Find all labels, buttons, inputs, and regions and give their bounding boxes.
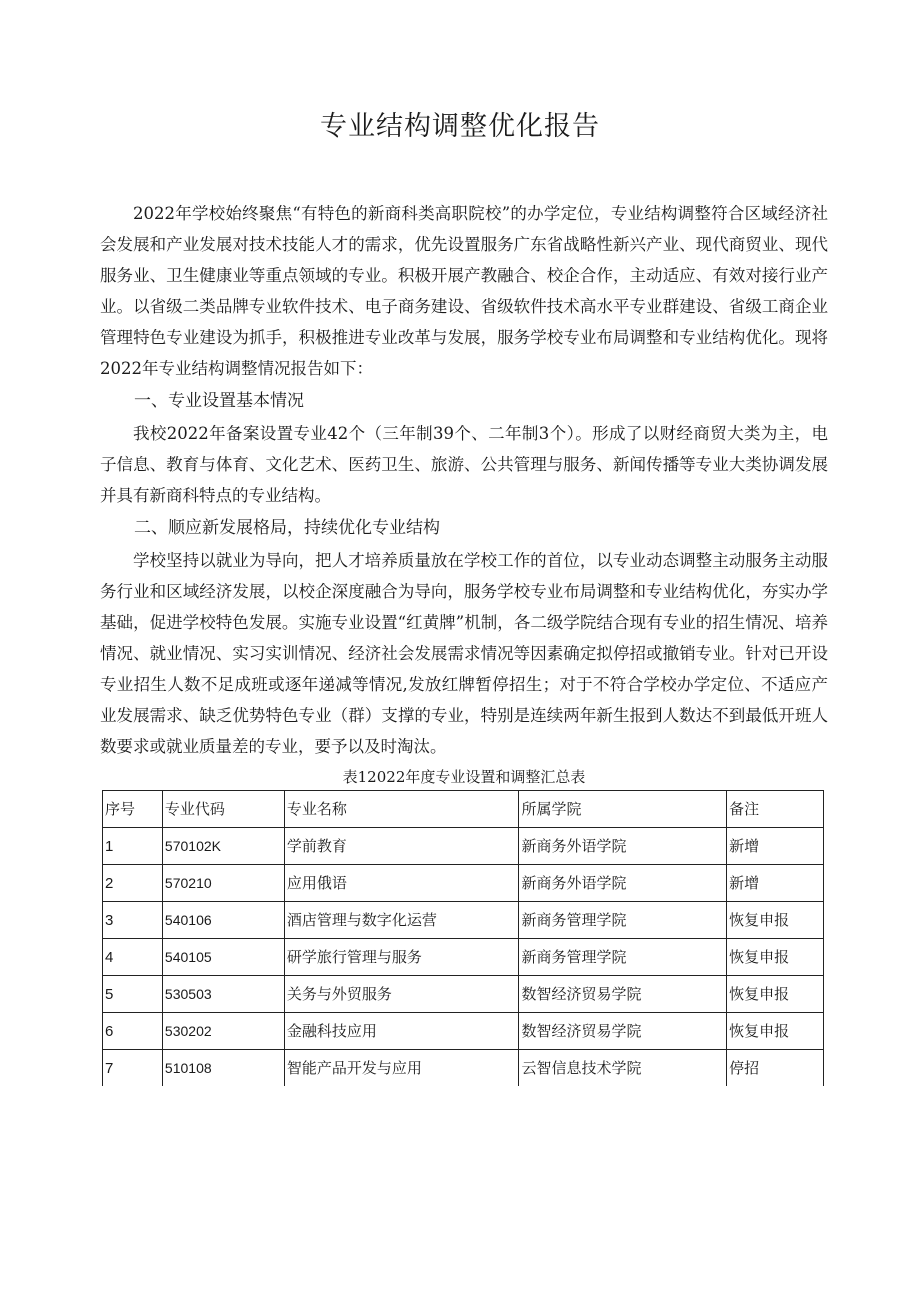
cell-remark: 停招 [727, 1050, 824, 1087]
cell-seq: 1 [103, 828, 163, 865]
cell-major-name: 金融科技应用 [284, 1013, 519, 1050]
intro-paragraph: 2022年学校始终聚焦“有特色的新商科类高职院校”的办学定位，专业结构调整符合区域经济社会发展和产业发展对技术技能人才的需求，优先设置服务广东省战略性新兴产业、现代商贸业、现代服务业、卫生健康业等重点领域的专业。积极开展产教融合、校企合作，主动适应、有效对接行业产业。以省级二类品牌专业软件技术、电子商务建设、省级软件技术高水平专业群建设、省级工商企业管理特色专业建设为抓手，积极推进专业改革与发展，服务学校专业布局调整和专业结构优化。现将2022年专业结构调整情况报告如下： [100, 204, 828, 378]
cell-remark: 恢复申报 [727, 1013, 824, 1050]
cell-college: 云智信息技术学院 [519, 1050, 727, 1087]
cell-remark: 新增 [727, 828, 824, 865]
cell-major-name: 研学旅行管理与服务 [284, 939, 519, 976]
section-2-heading: 二、顺应新发展格局，持续优化专业结构 [134, 518, 440, 538]
cell-college: 新商务管理学院 [519, 939, 727, 976]
table-row [103, 902, 824, 939]
cell-college: 新商务外语学院 [519, 828, 727, 865]
cell-seq: 7 [103, 1050, 163, 1087]
table-row [103, 976, 824, 1013]
section-1-paragraph: 我校2022年备案设置专业42个（三年制39个、二年制3个）。形成了以财经商贸大类为主，电子信息、教育与体育、文化艺术、医药卫生、旅游、公共管理与服务、新闻传播等专业大类协调发展并具有新商科特点的专业结构。 [100, 424, 828, 505]
table-row [103, 939, 824, 976]
cell-code: 530503 [162, 976, 284, 1013]
section-1-heading: 一、专业设置基本情况 [134, 391, 304, 411]
cell-major-name: 关务与外贸服务 [284, 976, 519, 1013]
cell-college: 新商务管理学院 [519, 902, 727, 939]
cell-seq: 6 [103, 1013, 163, 1050]
cell-remark: 恢复申报 [727, 976, 824, 1013]
cell-seq: 3 [103, 902, 163, 939]
majors-table [102, 790, 824, 1086]
document-body [100, 198, 828, 1086]
table-header-row [103, 791, 824, 828]
cell-code: 570210 [162, 865, 284, 902]
cell-code: 540106 [162, 902, 284, 939]
table-row [103, 1050, 824, 1087]
cell-major-name: 学前教育 [284, 828, 519, 865]
header-remark: 备注 [727, 791, 824, 828]
cell-remark: 新增 [727, 865, 824, 902]
table-row [103, 828, 824, 865]
section-2-paragraph: 学校坚持以就业为导向，把人才培养质量放在学校工作的首位，以专业动态调整主动服务主动服务行业和区域经济发展，以校企深度融合为导向，服务学校专业布局调整和专业结构优化，夯实办学基础，促进学校特色发展。实施专业设置“红黄牌”机制，各二级学院结合现有专业的招生情况、培养情况、就业情况、实习实训情况、经济社会发展需求情况等因素确定拟停招或撤销专业。针对已开设专业招生人数不足成班或逐年递减等情况,发放红牌暂停招生；对于不符合学校办学定位、不适应产业发展需求、缺乏优势特色专业（群）支撑的专业，特别是连续两年新生报到人数达不到最低开班人数要求或就业质量差的专业，要予以及时淘汰。 [100, 551, 828, 756]
cell-college: 数智经济贸易学院 [519, 976, 727, 1013]
header-seq: 序号 [103, 791, 163, 828]
cell-seq: 2 [103, 865, 163, 902]
cell-remark: 恢复申报 [727, 902, 824, 939]
document-title: 专业结构调整优化报告 [320, 111, 600, 142]
table-row [103, 1013, 824, 1050]
cell-remark: 恢复申报 [727, 939, 824, 976]
cell-code: 530202 [162, 1013, 284, 1050]
cell-college: 数智经济贸易学院 [519, 1013, 727, 1050]
cell-seq: 4 [103, 939, 163, 976]
table-caption: 表12022年度专业设置和调整汇总表 [342, 768, 586, 786]
cell-code: 540105 [162, 939, 284, 976]
header-college: 所属学院 [519, 791, 727, 828]
header-code: 专业代码 [162, 791, 284, 828]
cell-major-name: 酒店管理与数字化运营 [284, 902, 519, 939]
cell-college: 新商务外语学院 [519, 865, 727, 902]
cell-seq: 5 [103, 976, 163, 1013]
cell-major-name: 应用俄语 [284, 865, 519, 902]
cell-major-name: 智能产品开发与应用 [284, 1050, 519, 1087]
cell-code: 510108 [162, 1050, 284, 1087]
table-row [103, 865, 824, 902]
cell-code: 570102K [162, 828, 284, 865]
header-major-name: 专业名称 [284, 791, 519, 828]
